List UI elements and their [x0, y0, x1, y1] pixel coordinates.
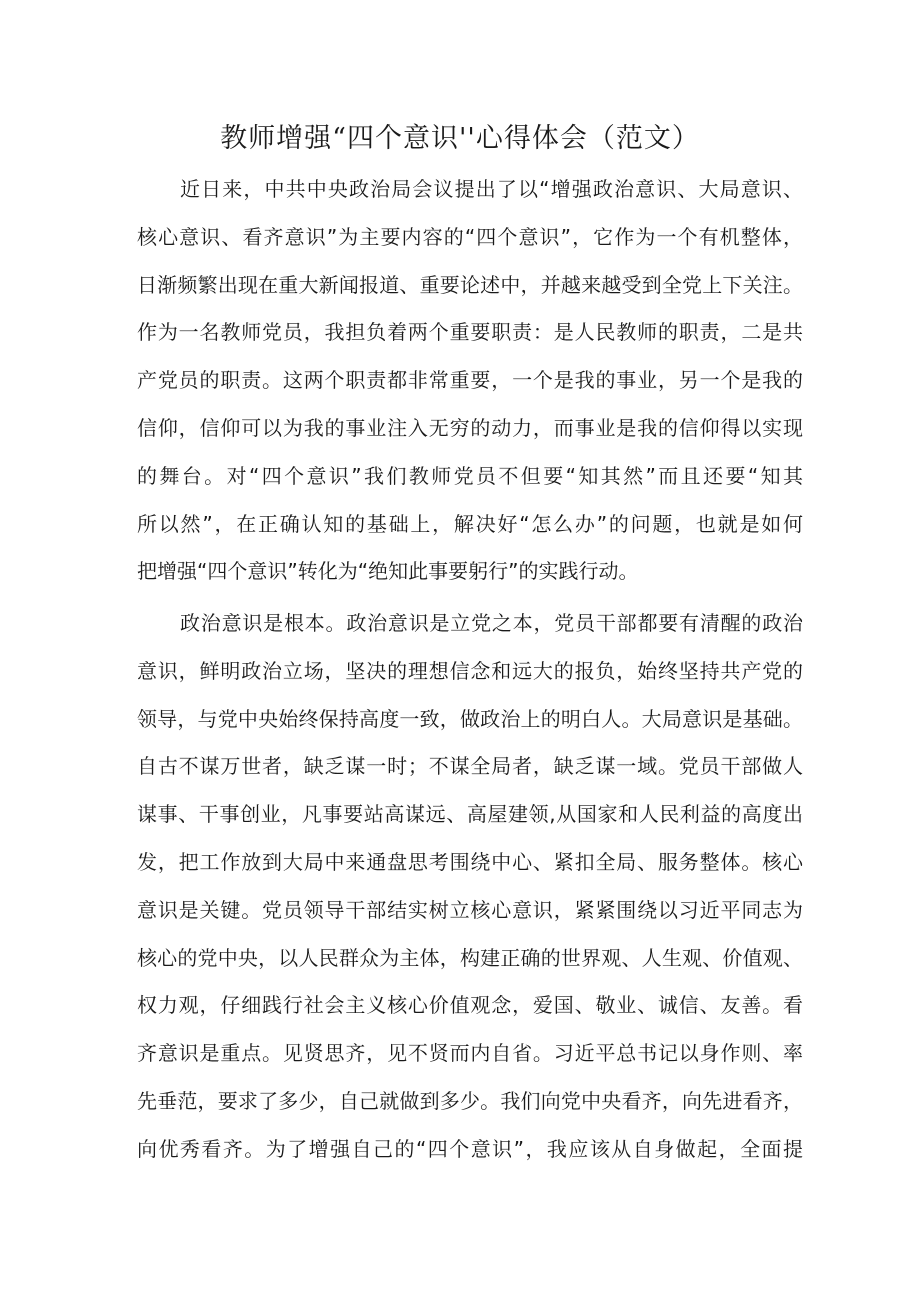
- paragraph-1-line: 所以然”，在正确认知的基础上，解决好“怎么办”的问题，也就是如何: [137, 511, 803, 536]
- paragraph-1-line: 的舞台。对“四个意识”我们教师党员不但要“知其然”而且还要“知其: [137, 463, 803, 488]
- paragraph-2-line: 发，把工作放到大局中来通盘思考围绕中心、紧扣全局、服务整体。核心: [137, 850, 803, 874]
- document-title: 教师增强“四个意识''心得体会（范文）: [220, 123, 700, 154]
- paragraph-1-line: 日渐频繁出现在重大新闻报道、重要论述中，并越来越受到全党上下关注。: [137, 272, 803, 297]
- paragraph-1-line: 近日来，中共中央政治局会议提出了以“增强政治意识、大局意识、: [180, 177, 803, 201]
- paragraph-2-line: 向优秀看齐。为了增强自己的“四个意识”，我应该从自身做起，全面提: [137, 1136, 803, 1161]
- paragraph-1-line: 核心意识、看齐意识”为主要内容的“四个意识”，它作为一个有机整体，: [137, 224, 803, 249]
- paragraph-2-line: 齐意识是重点。见贤思齐，见不贤而内自省。习近平总书记以身作则、率: [137, 1041, 803, 1066]
- paragraph-2-line: 意识是关键。党员领导干部结实树立核心意识，紧紧围绕以习近平同志为: [137, 897, 803, 922]
- paragraph-1-line: 产党员的职责。这两个职责都非常重要，一个是我的事业，另一个是我的: [137, 368, 803, 393]
- paragraph-1-line: 作为一名教师党员，我担负着两个重要职责：是人民教师的职责，二是共: [137, 320, 803, 345]
- paragraph-2-line: 谋事、干事创业，凡事要站高谋远、高屋建领,从国家和人民利益的高度出: [137, 802, 803, 827]
- paragraph-1-line: 信仰，信仰可以为我的事业注入无穷的动力，而事业是我的信仰得以实现: [137, 416, 803, 440]
- paragraph-2-line: 核心的党中央，以人民群众为主体，构建正确的世界观、人生观、价值观、: [137, 945, 803, 970]
- paragraph-2-line: 权力观，仔细践行社会主义核心价值观念，爱国、敬业、诚信、友善。看: [137, 993, 803, 1018]
- paragraph-2-line: 领导，与党中央始终保持高度一致，做政治上的明白人。大局意识是基础。: [137, 706, 803, 731]
- paragraph-2-line: 政治意识是根本。政治意识是立党之本，党员干部都要有清醒的政治: [180, 611, 803, 635]
- paragraph-1-line: 把增强“四个意识”转化为“绝知此事要躬行”的实践行动。: [137, 559, 639, 584]
- paragraph-2-line: 意识，鲜明政治立场，坚决的理想信念和远大的报负，始终坚持共产党的: [137, 658, 803, 683]
- paragraph-2-line: 先垂范，要求了多少，自己就做到多少。我们向党中央看齐，向先进看齐，: [137, 1089, 803, 1113]
- paragraph-2-line: 自古不谋万世者，缺乏谋一时；不谋全局者，缺乏谋一域。党员干部做人: [137, 754, 803, 779]
